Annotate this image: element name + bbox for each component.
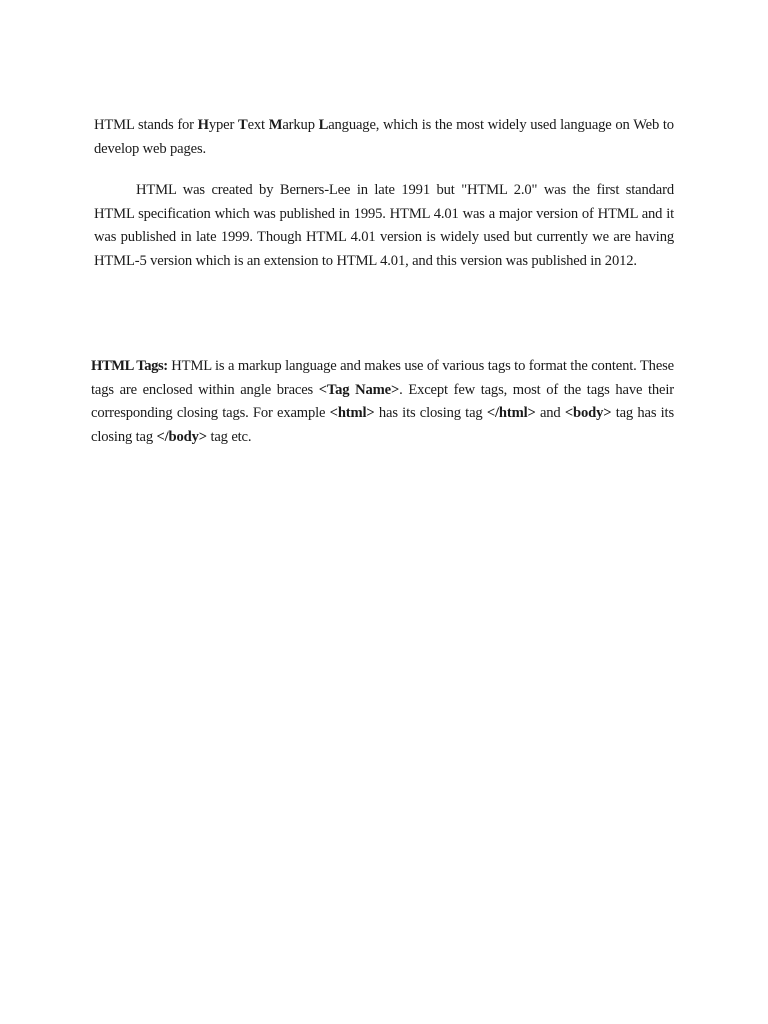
text: . Except few tags, most of the tags have their corresponding closing tags. For example [91, 381, 674, 421]
text: arkup [282, 117, 319, 133]
paragraph-html-definition [94, 114, 674, 161]
bold-letter-m: M [268, 117, 283, 133]
bold-letter-t: T [237, 117, 248, 133]
code-html-open: <html> [329, 405, 375, 421]
bold-letter-h: H [197, 117, 209, 133]
paragraph-html-history: HTML was created by Berners-Lee in late 1991 but "HTML 2.0" was the first standard HTML specification which was published in 1995. HTML 4.01 was a major version of HTML and it was published in late 1999. Though HTML 4.01 version is widely used but currently we are having HTML-5 version which is an extension to HTML 4.01, and this version was published in 2012. [94, 182, 674, 269]
text: HTML stands for [94, 117, 198, 133]
text: yper [208, 117, 238, 133]
text: tag etc. [206, 428, 252, 445]
code-tag-name: <Tag Name> [318, 381, 400, 398]
code-body-open: <body> [564, 405, 612, 421]
text: has its closing tag [374, 405, 487, 421]
code-html-close: </html> [486, 405, 536, 421]
bold-letter-l: L [318, 117, 329, 133]
text: ext [247, 117, 269, 133]
text: and [535, 405, 565, 421]
paragraph-html-tags [91, 355, 674, 449]
section-heading: HTML Tags: [91, 358, 168, 374]
text: tag has its closing tag [91, 405, 674, 445]
text: anguage, which is the most widely used language on Web to develop web pages. [94, 117, 674, 157]
code-body-close: </body> [156, 428, 207, 445]
text: HTML is a markup language and makes use of various tags to format the content. These tags are enclosed within angle braces [91, 358, 675, 398]
